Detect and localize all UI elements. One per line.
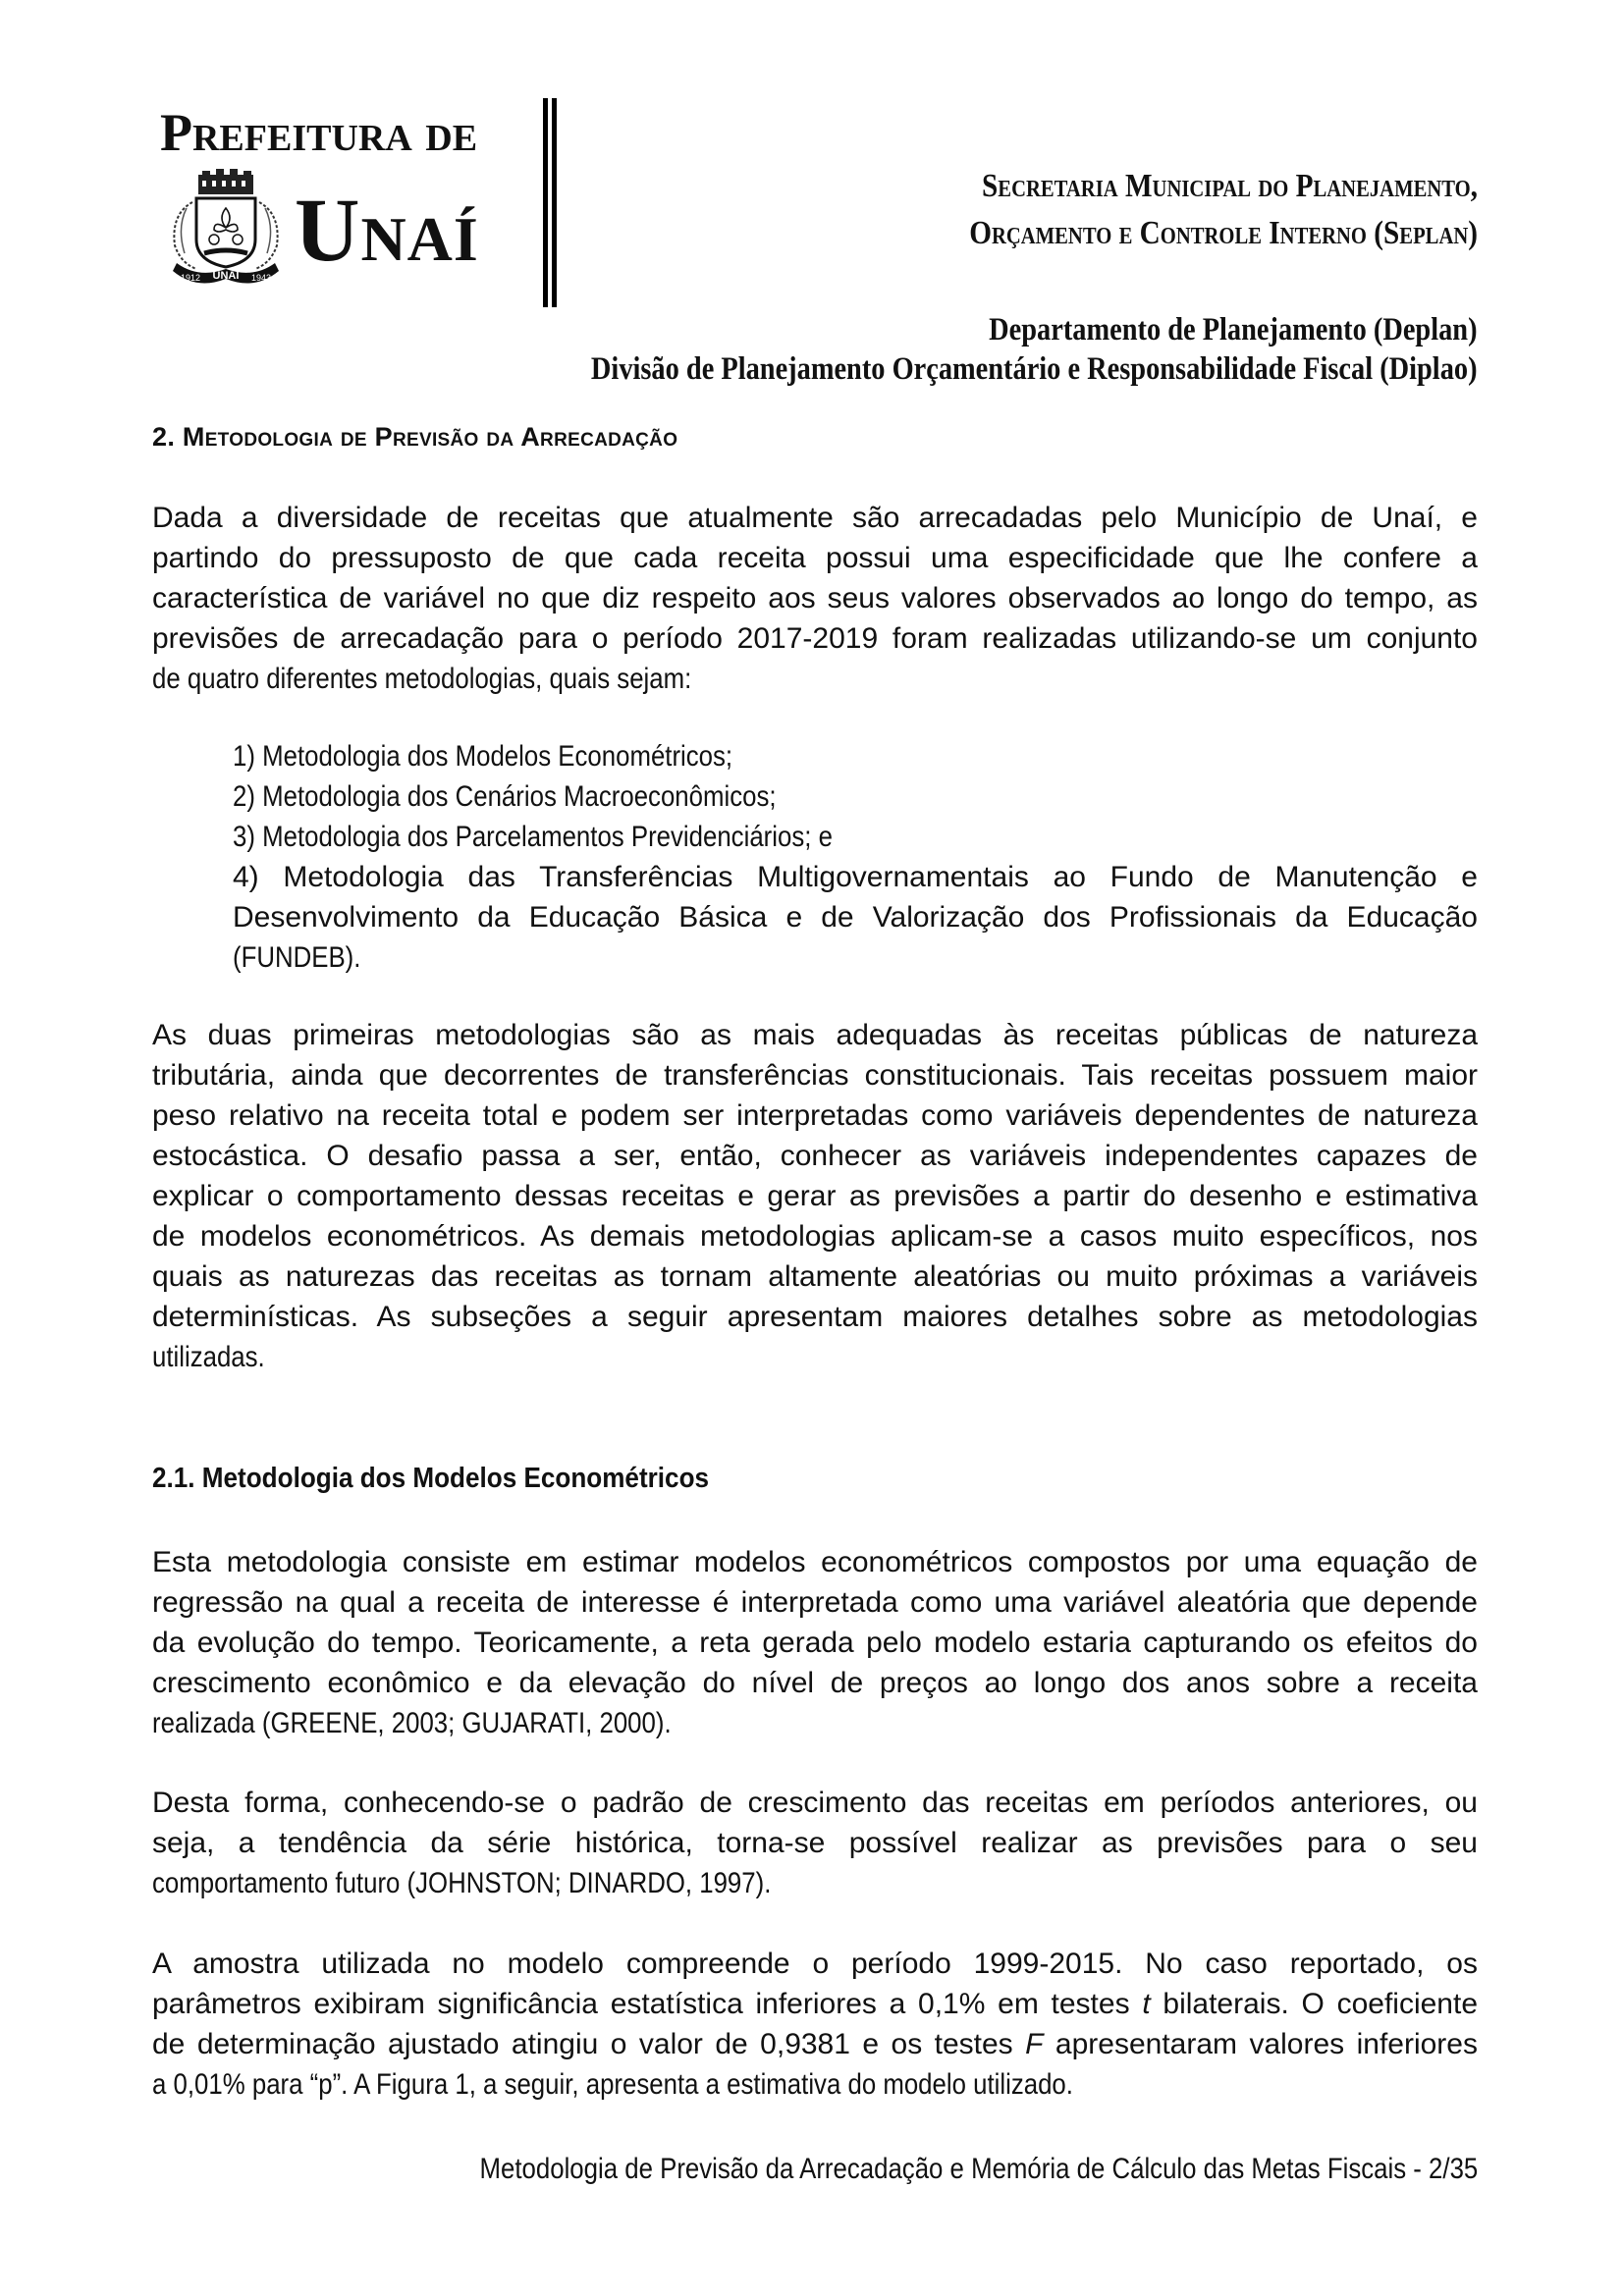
text-line: quais as naturezas das receitas as tornam altamente aleatórias ou muito próximas a variáveis [152, 1260, 1478, 1293]
text-line: a 0,01% para “p”. A Figura 1, a seguir, apresenta a estimativa do modelo utilizado. [152, 2068, 1073, 2101]
svg-text:1943: 1943 [250, 273, 272, 283]
text-line: da evolução do tempo. Teoricamente, a reta gerada pelo modelo estaria capturando os efeitos do [152, 1627, 1478, 1659]
text-line: previsões de arrecadação para o período 2017-2019 foram realizadas utilizando-se um conjunto [152, 622, 1478, 655]
section-2-1-paragraph-2 [152, 1783, 1478, 1903]
municipal-coat-of-arms-icon [157, 169, 295, 294]
svg-text:1912: 1912 [180, 273, 201, 283]
text-line: de quatro diferentes metodologias, quais sejam: [152, 663, 692, 695]
text-line: peso relativo na receita total e podem ser interpretadas como variáveis dependentes de natureza [152, 1099, 1478, 1132]
section-2-1-heading: 2.1. Metodologia dos Modelos Econométricos [152, 1463, 710, 1494]
header-double-divider [543, 98, 557, 307]
list-item: 2) Metodologia dos Cenários Macroeconômicos; [233, 780, 777, 813]
section-2-paragraph-2 [152, 1015, 1478, 1377]
list-item-continuation: (FUNDEB). [233, 941, 361, 974]
text-line: partindo do pressuposto de que cada receita possui uma especificidade que lhe confere a [152, 542, 1478, 574]
text-line: Esta metodologia consiste em estimar modelos econométricos compostos por uma equação de [152, 1546, 1478, 1578]
text-line: Desta forma, conhecendo-se o padrão de crescimento das receitas em períodos anteriores, ou [152, 1787, 1478, 1819]
section-2-1-paragraph-3 [152, 1944, 1478, 2105]
svg-text:UNAÍ: UNAÍ [212, 270, 240, 282]
text-line [152, 1984, 1478, 2024]
text-line: comportamento futuro (JOHNSTON; DINARDO, 1997). [152, 1867, 772, 1899]
text-line: Dada a diversidade de receitas que atualmente são arrecadadas pelo Município de Unaí, e [152, 502, 1478, 534]
text-line: utilizadas. [152, 1341, 265, 1373]
text-line: regressão na qual a receita de interesse é interpretada como uma variável aleatória que depende [152, 1586, 1478, 1619]
text-line: estocástica. O desafio passa a ser, então, conhecer as variáveis independentes capazes de [152, 1140, 1478, 1172]
section-2-intro-paragraph [152, 498, 1478, 699]
text-line: crescimento econômico e da elevação do nível de preços ao longo dos anos sobre a receita [152, 1667, 1478, 1699]
text-segment: apresentaram valores inferiores [1043, 2028, 1478, 2060]
unai-wordmark: Unaí [295, 180, 479, 280]
t-test-symbol: t [1142, 1988, 1151, 2020]
section-2-heading: 2. Metodologia de Previsão da Arrecadação [152, 422, 678, 452]
prefeitura-label: Prefeitura de [160, 103, 478, 162]
list-item: 4) Metodologia das Transferências Multigovernamentais ao Fundo de Manutenção e [233, 861, 1478, 893]
list-item: 1) Metodologia dos Modelos Econométricos; [233, 740, 733, 773]
f-test-symbol: F [1025, 2028, 1044, 2060]
text-line: de modelos econométricos. As demais metodologias aplicam-se a casos muito específicos, nos [152, 1220, 1478, 1253]
list-item: 3) Metodologia dos Parcelamentos Previdenciários; e [233, 821, 833, 853]
text-line: característica de variável no que diz respeito aos seus valores observados ao longo do tempo, as [152, 582, 1478, 614]
text-line: determinísticas. As subseções a seguir apresentam maiores detalhes sobre as metodologias [152, 1301, 1478, 1333]
text-line: realizada (GREENE, 2003; GUJARATI, 2000). [152, 1707, 672, 1739]
text-line: A amostra utilizada no modelo compreende o período 1999-2015. No caso reportado, os [152, 1948, 1478, 1980]
section-2-1-paragraph-1 [152, 1542, 1478, 1743]
text-segment: de determinação ajustado atingiu o valor de 0,9381 e os testes [152, 2028, 1026, 2060]
text-segment: bilaterais. O coeficiente [1150, 1988, 1479, 2020]
text-segment: parâmetros exibiram significância estatística inferiores a 0,1% em testes [152, 1988, 1143, 2020]
department-block [591, 310, 1478, 389]
list-item-continuation: Desenvolvimento da Educação Básica e de Valorização dos Profissionais da Educação [233, 901, 1478, 934]
secretaria-title [714, 163, 1478, 257]
text-line [152, 2024, 1478, 2064]
text-line: seja, a tendência da série histórica, torna-se possível realizar as previsões para o seu [152, 1827, 1478, 1859]
secretaria-line-2: Orçamento e Controle Interno (Seplan) [969, 215, 1478, 251]
methodology-list [233, 736, 1478, 978]
page-footer: Metodologia de Previsão da Arrecadação e Memória de Cálculo das Metas Fiscais - 2/35 [479, 2153, 1478, 2185]
text-line: tributária, ainda que decorrentes de transferências constitucionais. Tais receitas possuem maior [152, 1059, 1478, 1092]
text-line: explicar o comportamento dessas receitas e gerar as previsões a partir do desenho e estimativa [152, 1180, 1478, 1212]
text-line: As duas primeiras metodologias são as mais adequadas às receitas públicas de natureza [152, 1019, 1478, 1051]
department-name: Departamento de Planejamento (Deplan) [989, 312, 1478, 347]
secretaria-line-1: Secretaria Municipal do Planejamento, [982, 168, 1478, 204]
division-name: Divisão de Planejamento Orçamentário e Responsabilidade Fiscal (Diplao) [591, 351, 1478, 387]
